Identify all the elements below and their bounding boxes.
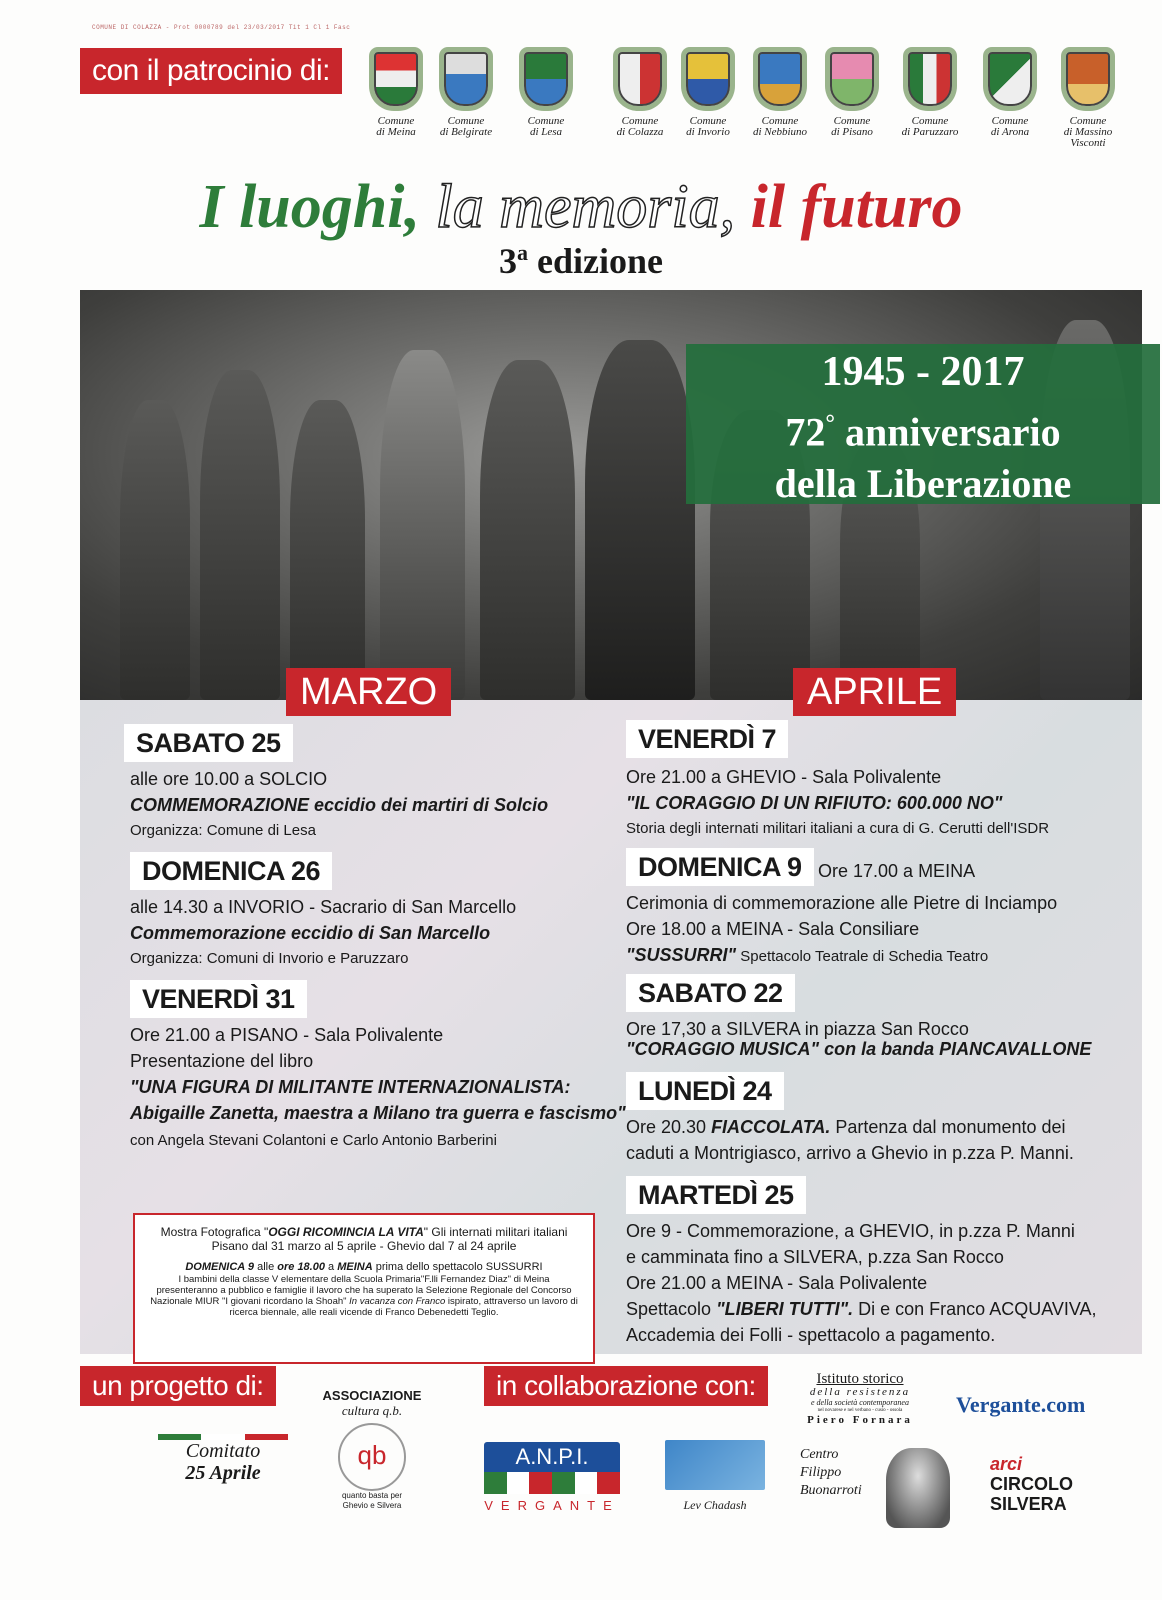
title-part-luoghi: I luoghi, [199, 173, 420, 241]
istituto-storico-logo: Istituto storico della resistenza e della società contemporanea nel novarese e nel verbano - cusio - ossola Piero Fornara [807, 1371, 913, 1426]
crest-paruzzaro: Comune di Paruzzaro [890, 48, 970, 138]
project-label: un progetto di: [80, 1366, 276, 1406]
event-line: Commemorazione eccidio di San Marcello [130, 923, 491, 943]
anniversary-liberation: della Liberazione [774, 461, 1072, 507]
event-line: alle 14.30 a INVORIO - Sacrario di San Marcello [130, 897, 517, 917]
coat-of-arms-icon [988, 52, 1032, 106]
collaboration-label: in collaborazione con: [484, 1366, 768, 1406]
event-line: Ore 21.00 a PISANO - Sala Polivalente [130, 1025, 444, 1045]
crest-massino-visconti: Comune di Massino Visconti [1048, 48, 1128, 149]
coat-of-arms-icon [374, 52, 418, 106]
portrait-icon [886, 1448, 950, 1528]
title-part-futuro: il futuro [750, 173, 963, 241]
crest-arona: Comune di Arona [970, 48, 1050, 138]
comitato-logo: Comitato 25 Aprile [158, 1434, 288, 1484]
mostra-line: Pisano dal 31 marzo al 5 aprile - Ghevio dal 7 al 24 aprile [211, 1239, 517, 1253]
anniversary-banner [686, 344, 1160, 507]
anpi-logo: A.N.P.I. VERGANTE [484, 1444, 620, 1513]
coat-of-arms-icon [524, 52, 568, 106]
event-line: e camminata fino a SILVERA, p.zza San Rocco [626, 1247, 1004, 1267]
coat-of-arms-icon [444, 52, 488, 106]
crest-nebbiuno: Comune di Nebbiuno [740, 48, 820, 138]
arci-circolo-logo: arci CIRCOLO SILVERA [990, 1454, 1073, 1514]
mostra-line: I bambini della classe V elementare della Scuola Primaria"F.lli Fernandez Diaz" di Meina [178, 1274, 550, 1285]
mostra-line: Nazionale MIUR "I giovani ricordano la Shoah" In vacanza con Franco ispirato, attraverso un lavoro di [150, 1296, 578, 1307]
event-line: Storia degli internati militari italiani a cura di G. Cerutti dell'ISDR [626, 820, 1050, 837]
event-organizer: Organizza: Comune di Lesa [130, 822, 316, 839]
tricolor-flag-icon [484, 1472, 620, 1494]
centro-buonarroti-logo: Centro Filippo Buonarroti [800, 1447, 862, 1498]
event-date: VENERDÌ 7 [626, 720, 788, 758]
event-date: VENERDÌ 31 [130, 980, 307, 1018]
crest-invorio: Comune di Invorio [668, 48, 748, 138]
qb-circle-icon: qb [338, 1423, 406, 1491]
event-line: Ore 20.30 FIACCOLATA. Partenza dal monumento dei [626, 1117, 1066, 1137]
event-line: COMMEMORAZIONE eccidio dei martiri di Solcio [130, 795, 549, 815]
event-date: SABATO 25 [124, 724, 293, 762]
event-line: "SUSSURRI" Spettacolo Teatrale di Schedia Teatro [626, 945, 989, 965]
crest-belgirate: Comune di Belgirate [426, 48, 506, 138]
event-line: Cerimonia di commemorazione alle Pietre di Inciampo [626, 893, 1058, 913]
mostra-line: presenteranno a pubblico e famiglie il lavoro che ha superato la Selezione Regionale del Concorso [156, 1285, 572, 1296]
event-line: Ore 21.00 a MEINA - Sala Polivalente [626, 1273, 928, 1293]
event-line: alle ore 10.00 a SOLCIO [130, 769, 328, 789]
event-line: Ore 18.00 a MEINA - Sala Consiliare [626, 919, 920, 939]
municipality-crests [364, 48, 1144, 166]
lev-chadash-logo: Lev Chadash [660, 1440, 770, 1513]
event-line: "IL CORAGGIO DI UN RIFIUTO: 600.000 NO" [626, 793, 1003, 813]
coat-of-arms-icon [686, 52, 730, 106]
event-line: Ore 9 - Commemorazione, a GHEVIO, in p.zza P. Manni [626, 1221, 1075, 1241]
event-line: con Angela Stevani Colantoni e Carlo Antonio Barberini [130, 1132, 497, 1149]
event-organizer: Organizza: Comuni di Invorio e Paruzzaro [130, 950, 409, 967]
event-line: Ore 17,30 a SILVERA in piazza San Rocco [626, 1019, 969, 1039]
anniversary-years: 1945 - 2017 [821, 349, 1025, 395]
vergante-com-logo: Vergante.com [956, 1392, 1086, 1417]
month-label-marzo: MARZO [286, 668, 451, 716]
event-line: caduti a Montrigiasco, arrivo a Ghevio in p.zza P. Manni. [626, 1143, 1074, 1163]
crest-meina: Comune di Meina [356, 48, 436, 138]
crest-pisano: Comune di Pisano [812, 48, 892, 138]
main-title [0, 172, 1162, 242]
mostra-line: Mostra Fotografica "OGGI RICOMINCIA LA VITA" Gli internati militari italiani [160, 1225, 568, 1239]
coat-of-arms-icon [758, 52, 802, 106]
event-date: SABATO 22 [626, 974, 795, 1012]
event-line: "UNA FIGURA DI MILITANTE INTERNAZIONALISTA: [130, 1077, 571, 1097]
exhibition-box [133, 1213, 595, 1364]
menorah-icon [665, 1440, 765, 1490]
edition-subtitle: 3$^a$ edizione [499, 240, 663, 281]
crest-lesa: Comune di Lesa [506, 48, 586, 138]
event-line: Ore 21.00 a GHEVIO - Sala Polivalente [626, 767, 942, 787]
event-line: Accademia dei Folli - spettacolo a pagamento. [626, 1325, 996, 1345]
event-line: Abigaille Zanetta, maestra a Milano tra guerra e fascismo" [130, 1103, 626, 1123]
event-date: LUNEDÌ 24 [626, 1072, 784, 1110]
coat-of-arms-icon [618, 52, 662, 106]
event-line: Spettacolo "LIBERI TUTTI". Di e con Franco ACQUAVIVA, [626, 1299, 1097, 1319]
associazione-qb-logo: ASSOCIAZIONE cultura q.b. qb quanto basta per Ghevio e Silvera [322, 1388, 422, 1510]
coat-of-arms-icon [908, 52, 952, 106]
event-line: "CORAGGIO MUSICA" con la banda PIANCAVALLONE [626, 1039, 1092, 1059]
crest-colazza: Comune di Colazza [600, 48, 680, 138]
month-label-aprile: APRILE [793, 668, 956, 716]
coat-of-arms-icon [1066, 52, 1110, 106]
anniversary-number: 72° anniversario [785, 409, 1061, 455]
event-date: DOMENICA 9 [626, 848, 814, 886]
event-date: MARTEDÌ 25 [626, 1176, 806, 1214]
title-part-memoria: la memoria, [435, 173, 736, 241]
event-date: DOMENICA 26 [130, 852, 332, 890]
mostra-line: DOMENICA 9 alle ore 18.00 a MEINA prima dello spettacolo SUSSURRI [185, 1261, 543, 1273]
fax-protocol-line: COMUNE DI COLAZZA - Prot 0000789 del 23/03/2017 Tit 1 Cl 1 Fasc [92, 24, 351, 31]
event-line: Presentazione del libro [130, 1051, 314, 1071]
mostra-line: ricerca biennale, alle reali vicende di Franco Debenedetti Teglio. [229, 1307, 499, 1318]
coat-of-arms-icon [830, 52, 874, 106]
event-line: Ore 17.00 a MEINA [818, 861, 976, 881]
patronage-label: con il patrocinio di: [80, 48, 342, 94]
